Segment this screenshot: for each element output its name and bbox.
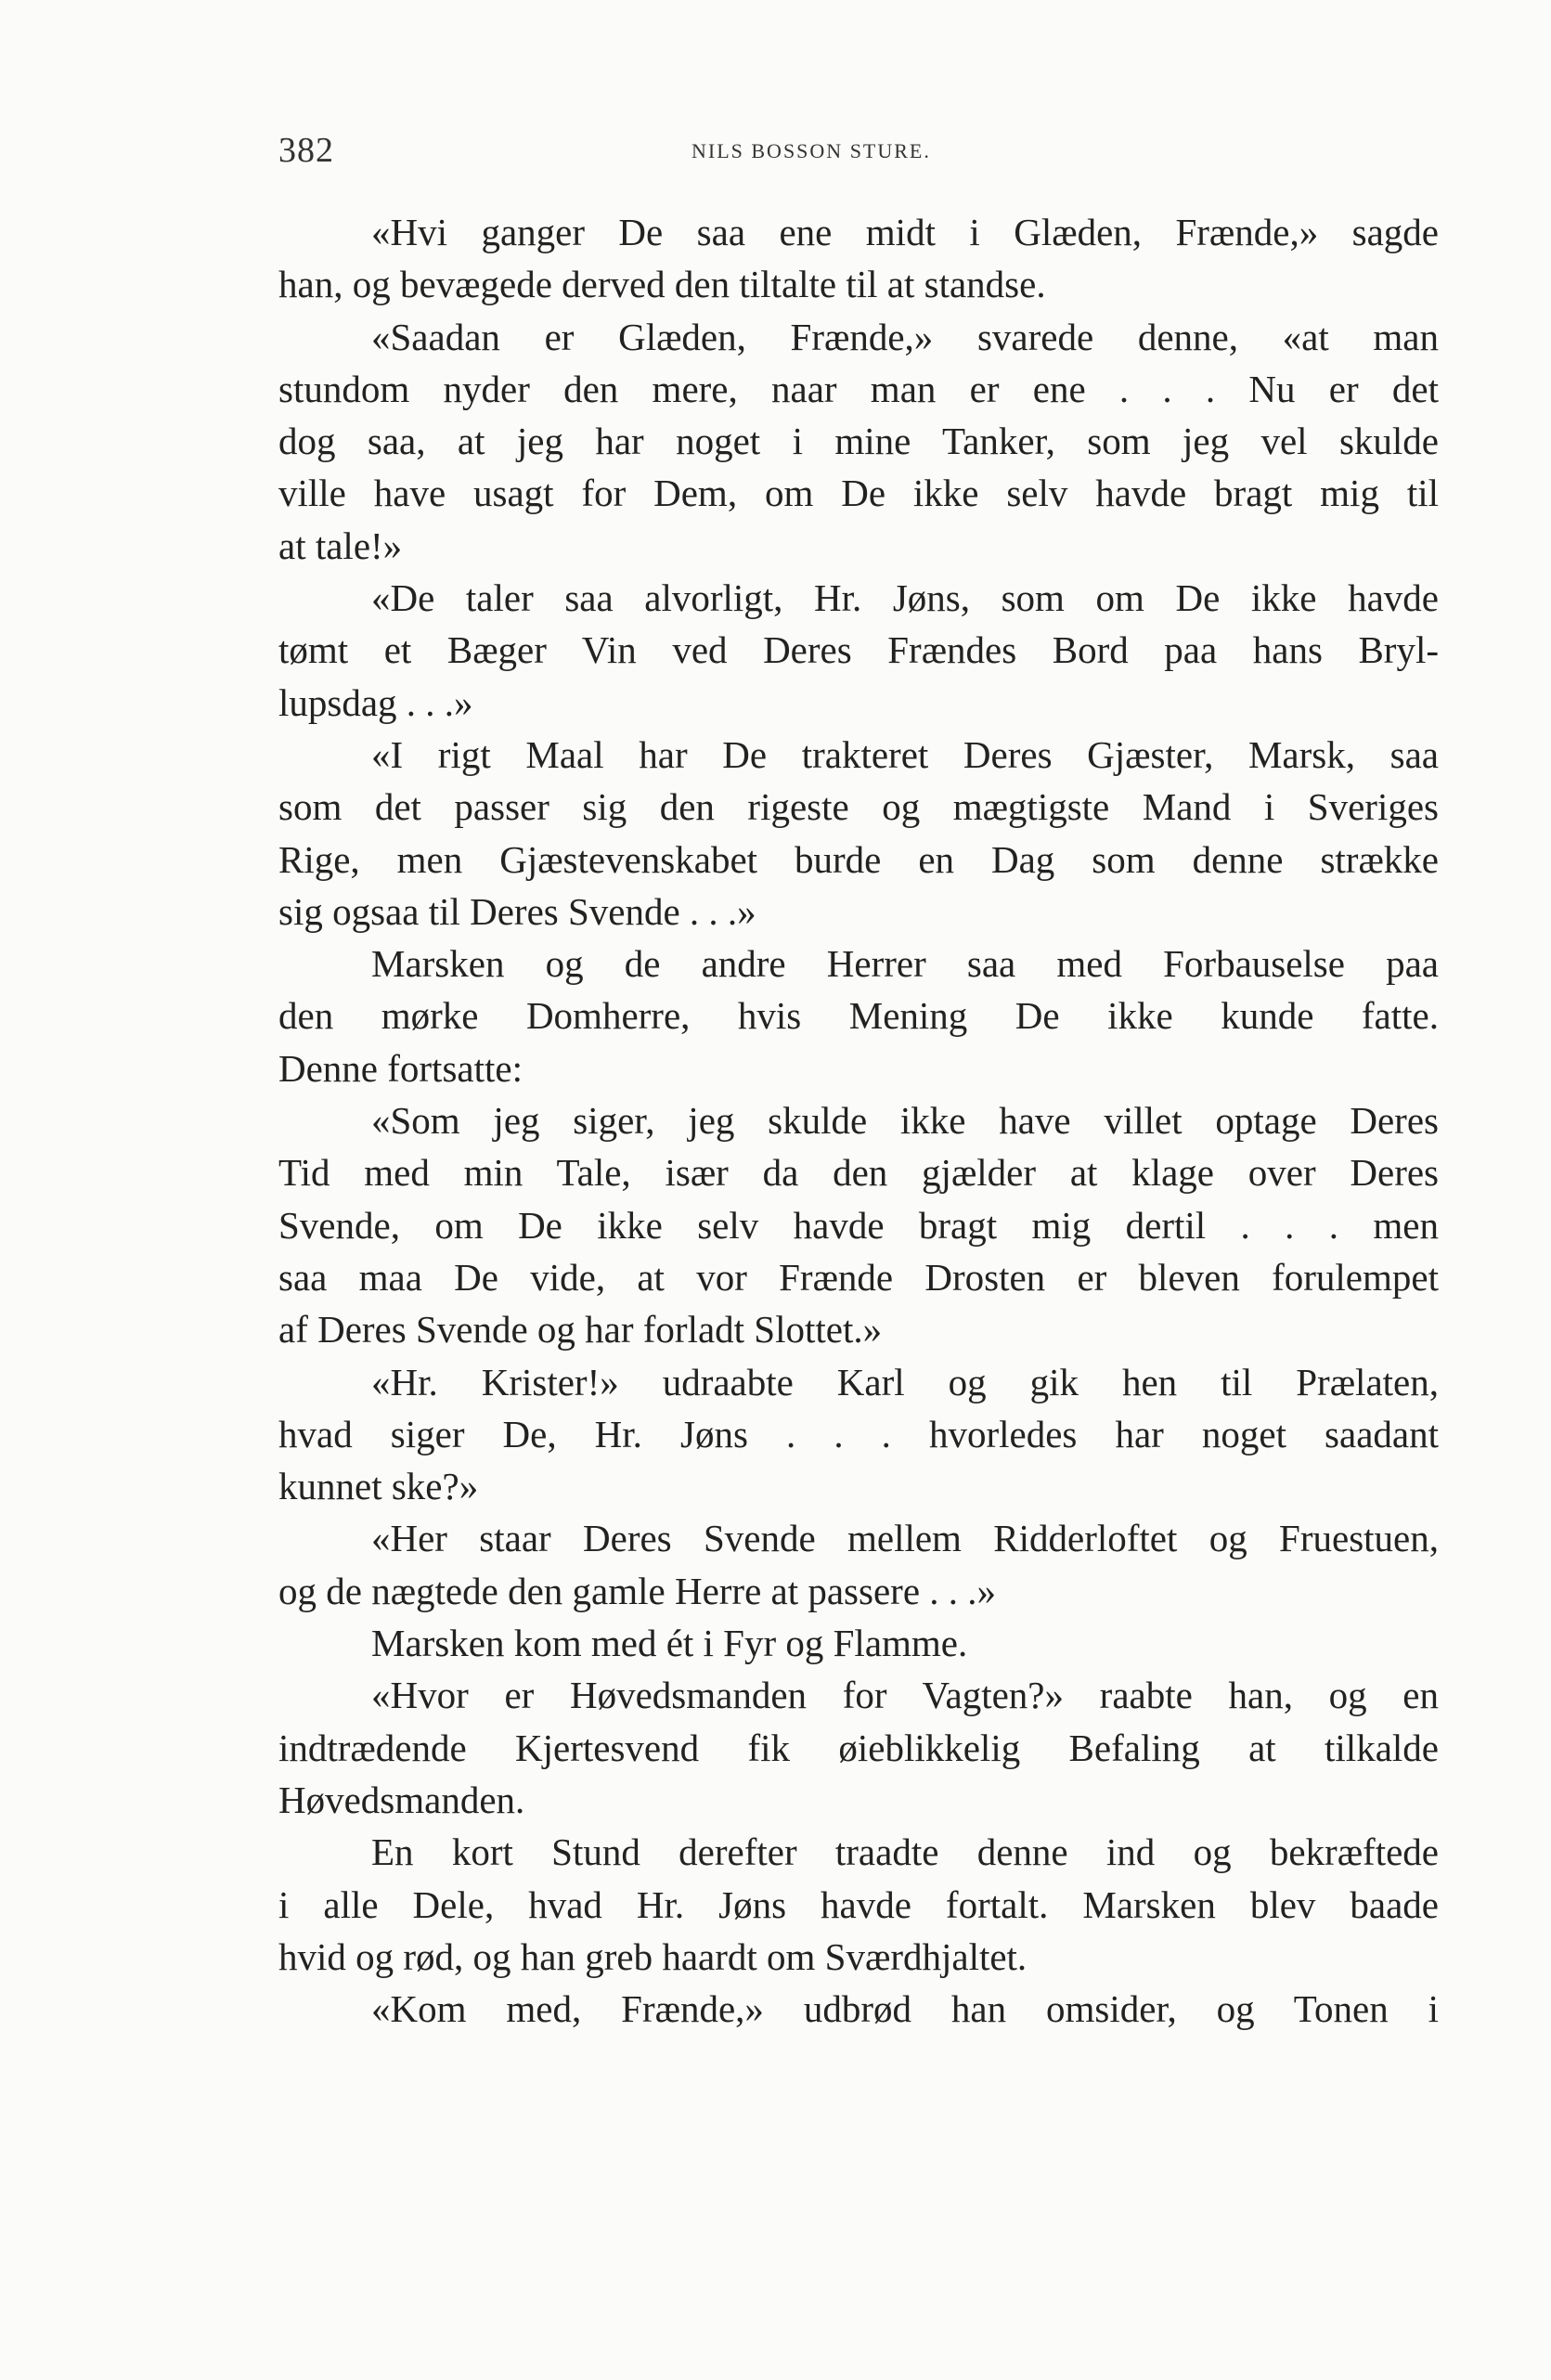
text-line: «Hvor er Høvedsmanden for Vagten?» raabte han, og en <box>371 1674 1439 1717</box>
text-line: Svende, om De ikke selv havde bragt mig dertil . . . men <box>278 1203 1439 1247</box>
text-line: Marsken kom med ét i Fyr og Flamme. <box>371 1622 968 1665</box>
text-line: stundom nyder den mere, naar man er ene . . . Nu er det <box>278 367 1439 410</box>
text-line: hvid og rød, og han greb haardt om Sværdhjaltet. <box>278 1934 1028 1978</box>
text-line: «Kom med, Frænde,» udbrød han omsider, og Tonen i <box>371 1987 1439 2031</box>
text-line: saa maa De vide, at vor Frænde Drosten er bleven forulempet <box>278 1255 1439 1299</box>
page-number: 382 <box>278 131 334 170</box>
text-line: «Saadan er Glæden, Frænde,» svarede denne, «at man <box>371 315 1439 358</box>
text-line: og de nægtede den gamle Herre at passere . . .» <box>278 1569 997 1612</box>
text-line: «Her staar Deres Svende mellem Ridderloftet og Fruestuen, <box>371 1517 1439 1560</box>
text-line: indtrædende Kjertesvend fik øieblikkelig Befaling at tilkalde <box>278 1726 1439 1769</box>
text-line: «Hvi ganger De saa ene midt i Glæden, Frænde,» sagde <box>371 211 1439 253</box>
text-line: dog saa, at jeg har noget i mine Tanker, som jeg vel skulde <box>278 420 1439 463</box>
text-line: «De taler saa alvorligt, Hr. Jøns, som om De ikke havde <box>371 576 1439 620</box>
text-line: tømt et Bæger Vin ved Deres Frændes Bord paa hans Bryl- <box>278 628 1439 672</box>
text-line: Tid med min Tale, især da den gjælder at klage over Deres <box>278 1151 1439 1195</box>
text-line: ville have usagt for Dem, om De ikke selv havde bragt mig til <box>278 472 1439 515</box>
body-text <box>278 206 1439 2035</box>
text-line: En kort Stund derefter traadte denne ind og bekræftede <box>371 1830 1439 1874</box>
text-line: Marsken og de andre Herrer saa med Forbauselse paa <box>371 942 1439 986</box>
text-line: «I rigt Maal har De trakteret Deres Gjæster, Marsk, saa <box>371 732 1439 776</box>
text-line: «Hr. Krister!» udraabte Karl og gik hen til Prælaten, <box>371 1360 1439 1403</box>
page-header <box>278 130 1485 186</box>
running-head: NILS BOSSON STURE. <box>691 139 931 162</box>
text-line: Høvedsmanden. <box>278 1778 525 1821</box>
text-line: af Deres Svende og har forladt Slottet.» <box>278 1308 883 1352</box>
text-line: «Som jeg siger, jeg skulde ikke have villet optage Deres <box>371 1099 1439 1143</box>
text-line: hvad siger De, Hr. Jøns . . . hvorledes har noget saadant <box>278 1412 1439 1455</box>
text-line: den mørke Domherre, hvis Mening De ikke kunde fatte. <box>278 994 1439 1038</box>
text-line: sig ogsaa til Deres Svende . . .» <box>278 889 756 933</box>
text-line: lupsdag . . .» <box>278 680 473 724</box>
text-line: kunnet ske?» <box>278 1465 479 1508</box>
text-line: han, og bevægede derved den tiltalte til at standse. <box>278 263 1046 306</box>
text-line: Denne fortsatte: <box>278 1046 523 1090</box>
text-line: at tale!» <box>278 524 403 567</box>
text-line: Rige, men Gjæstevenskabet burde en Dag som denne strække <box>278 837 1439 881</box>
text-line: i alle Dele, hvad Hr. Jøns havde fortalt. Marsken blev baade <box>278 1882 1439 1926</box>
text-line: som det passer sig den rigeste og mægtigste Mand i Sveriges <box>278 785 1439 829</box>
